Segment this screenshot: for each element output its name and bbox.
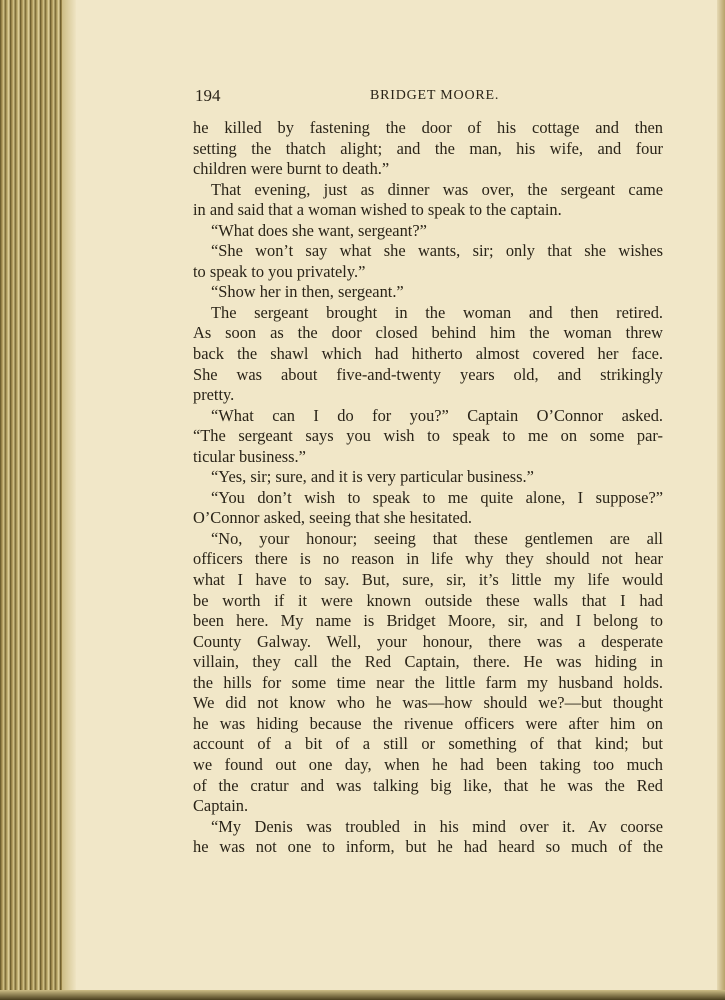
text-line: O’Connor asked, seeing that she hesitated.	[193, 508, 473, 528]
text-line: “You don’t wish to speak to me quite alone, I suppose?”	[211, 487, 663, 507]
text-line: he was not one to inform, but he had heard so much of the	[193, 837, 663, 857]
text-line: pretty.	[193, 385, 235, 405]
text-line: “What can I do for you?” Captain O’Connor asked.	[211, 405, 663, 425]
text-line: “The sergeant says you wish to speak to me on some par-	[193, 426, 663, 446]
page-number: 194	[195, 86, 221, 105]
text-line: to speak to you privately.”	[193, 261, 366, 281]
text-line: the hills for some time near the little farm my husband holds.	[193, 672, 663, 692]
text-line: County Galway. Well, your honour, there was a desperate	[193, 631, 663, 651]
text-line: he killed by fastening the door of his cottage and then	[193, 118, 663, 137]
running-title: BRIDGET MOORE.	[370, 88, 500, 103]
text-line: That evening, just as dinner was over, the sergeant came	[211, 179, 663, 199]
text-line: of the cratur and was talking big like, that he was the Red	[193, 775, 663, 795]
text-line: we found out one day, when he had been taking too much	[193, 754, 663, 774]
page-header	[195, 86, 665, 110]
text-line: “Show her in then, sergeant.”	[211, 282, 404, 302]
text-line: account of a bit of a still or something of that kind; but	[193, 734, 663, 754]
text-line: The sergeant brought in the woman and then retired.	[211, 302, 663, 322]
text-line: “Yes, sir; sure, and it is very particular business.”	[211, 467, 534, 487]
text-line: As soon as the door closed behind him the woman threw	[193, 323, 663, 343]
body-text	[193, 118, 663, 858]
text-line: Captain.	[193, 796, 249, 816]
text-line: “What does she want, sergeant?”	[211, 220, 427, 240]
text-line: ticular business.”	[193, 446, 306, 466]
text-line: children were burnt to death.”	[193, 159, 390, 179]
text-line: back the shawl which had hitherto almost covered her face.	[193, 344, 663, 364]
text-line: in and said that a woman wished to speak to the captain.	[193, 200, 562, 220]
text-line: “My Denis was troubled in his mind over it. Av coorse	[211, 816, 663, 836]
page-gutter	[62, 0, 76, 1000]
text-line: been here. My name is Bridget Moore, sir, and I belong to	[193, 611, 663, 631]
text-line: We did not know who he was—how should we?—but thought	[193, 693, 663, 713]
text-line: what I have to say. But, sure, sir, it’s little my life would	[193, 570, 663, 590]
text-line: “She won’t say what she wants, sir; only that she wishes	[211, 241, 663, 261]
right-page-edge	[717, 0, 725, 1000]
bottom-page-edge	[0, 990, 725, 1000]
text-line: She was about five-and-twenty years old, and strikingly	[193, 364, 663, 384]
text-line: “No, your honour; seeing that these gentlemen are all	[211, 528, 663, 548]
text-line: he was hiding because the rivenue officers were after him on	[193, 713, 663, 733]
text-line: be worth if it were known outside these walls that I had	[193, 590, 663, 610]
text-line: villain, they call the Red Captain, there. He was hiding in	[193, 652, 663, 672]
text-line: setting the thatch alight; and the man, his wife, and four	[193, 138, 663, 158]
text-line: officers there is no reason in life why they should not hear	[193, 549, 663, 569]
